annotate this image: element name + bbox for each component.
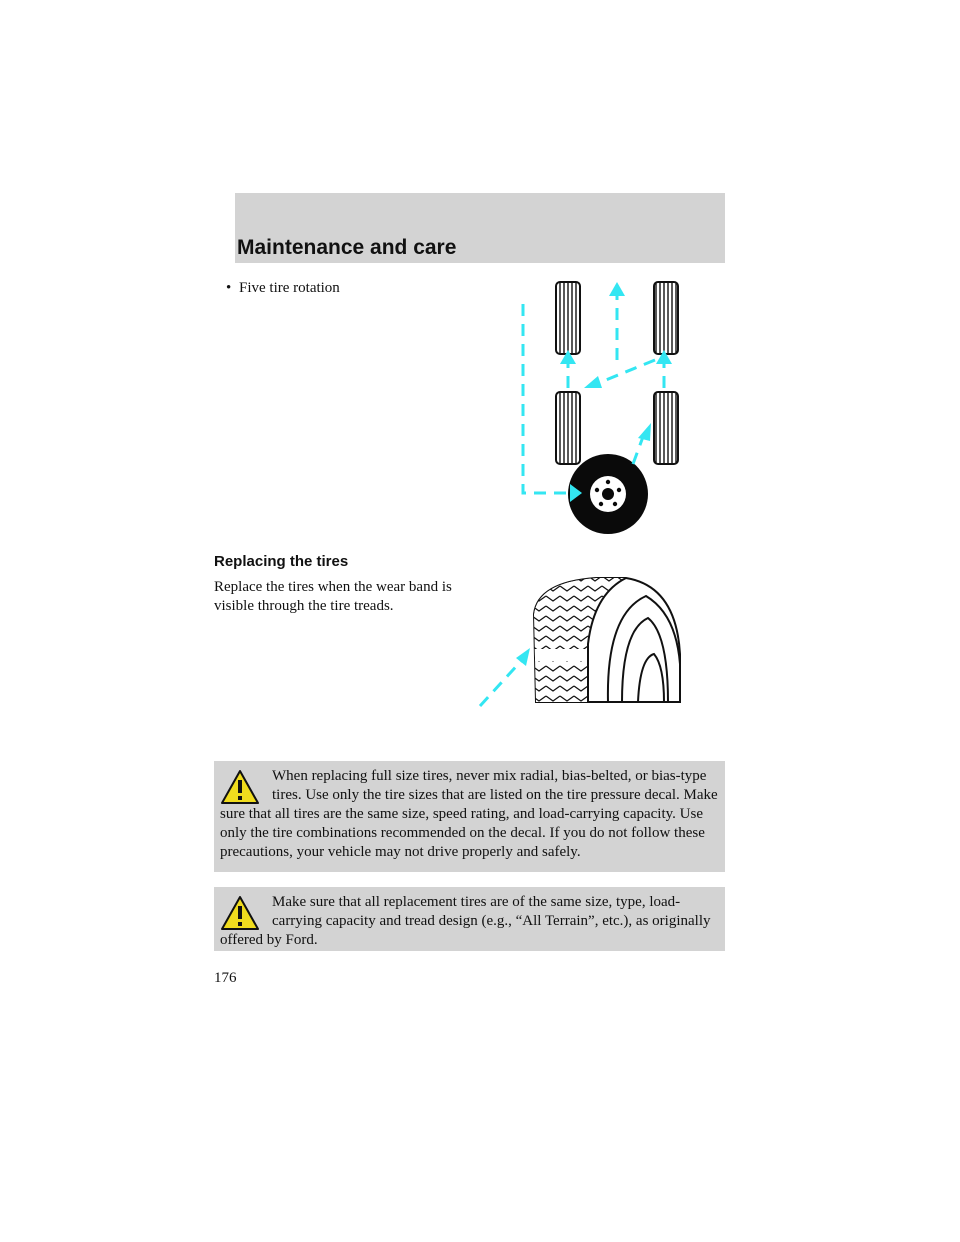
tire-wear-band-illustration xyxy=(476,574,686,714)
rotation-label: Five tire rotation xyxy=(239,280,340,296)
section-heading: Replacing the tires xyxy=(214,553,349,570)
warning-triangle-icon xyxy=(220,769,260,805)
warning-triangle-icon xyxy=(220,895,260,931)
wear-band-pointer xyxy=(480,648,530,706)
rear-left-tire-icon xyxy=(556,392,580,464)
tire-tread-icon xyxy=(534,578,680,702)
page-title: Maintenance and care xyxy=(237,236,457,259)
warning-text: When replacing full size tires, never mix radial, bias-belted, or bias-type tires. Use only the tire sizes that are listed on the tire pressure decal. Make sure that all tires are the same size, speed rating, and load-carrying capacity. Use only the tire combinations recommended on the decal. If you do not follow these precautions, your vehicle may not drive properly and safely. xyxy=(220,768,718,860)
front-right-tire-icon xyxy=(654,282,678,354)
warning-box xyxy=(214,761,725,872)
front-left-tire-icon xyxy=(556,282,580,354)
warning-box xyxy=(214,887,725,951)
page-number: 176 xyxy=(214,970,237,986)
rear-right-tire-icon xyxy=(654,392,678,464)
section-body: Replace the tires when the wear band is visible through the tire treads. xyxy=(214,579,452,614)
list-item xyxy=(226,280,340,297)
five-tire-rotation-diagram xyxy=(470,278,690,538)
warning-text: Make sure that all replacement tires are of the same size, type, load-carrying capacity and tread design (e.g., “All Terrain”, etc.), as originally offered by Ford. xyxy=(220,894,711,948)
bullet: • xyxy=(226,280,232,296)
